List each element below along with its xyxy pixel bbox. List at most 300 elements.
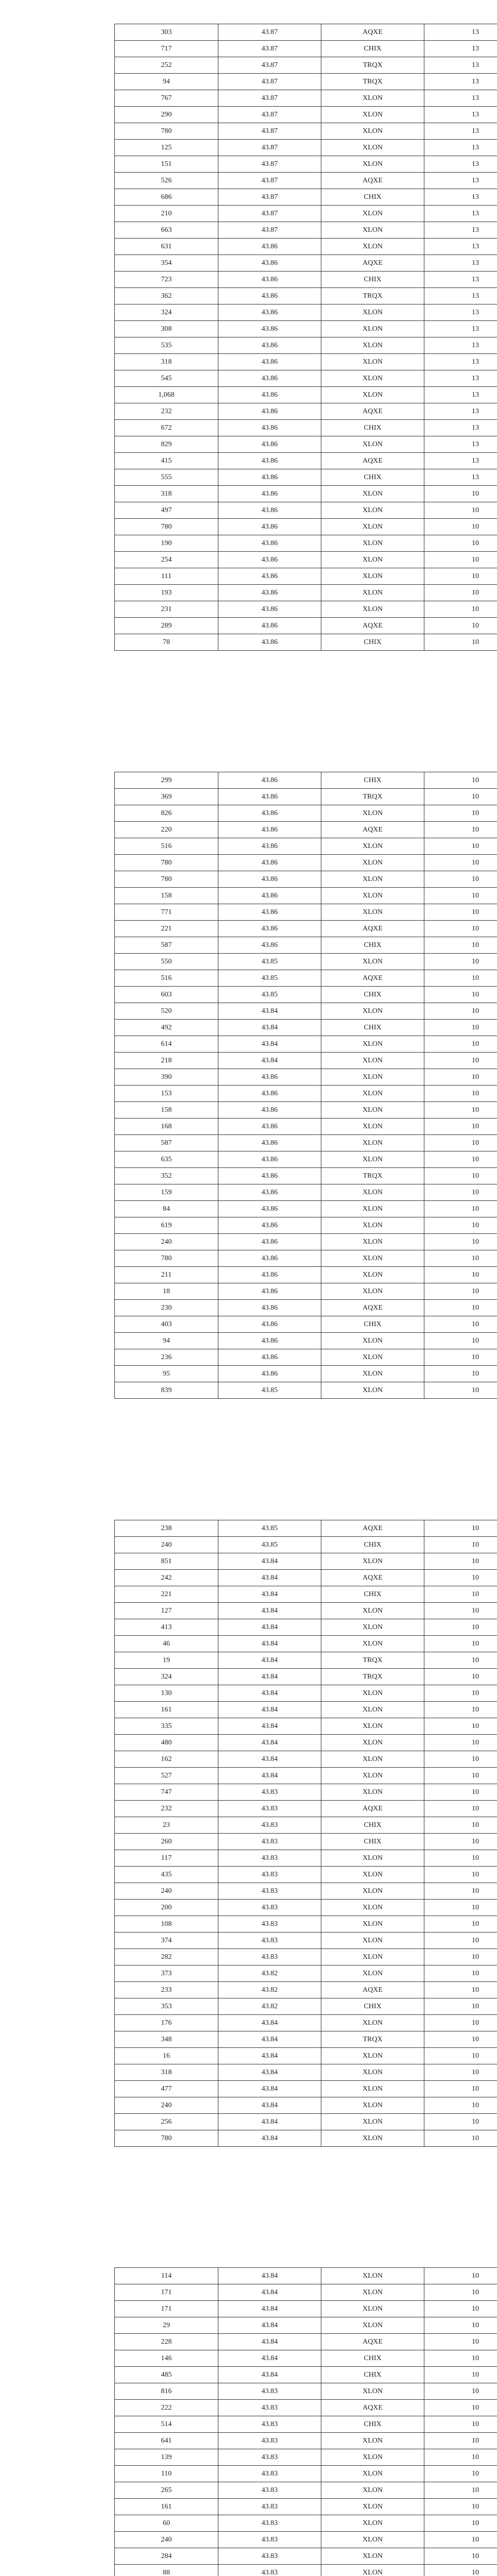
price-cell: 43.83 xyxy=(218,1949,321,1965)
volume-cell: 252 xyxy=(115,57,218,74)
volume-cell: 780 xyxy=(115,855,218,871)
table-row xyxy=(115,189,497,206)
price-cell: 43.82 xyxy=(218,1965,321,1982)
venue-cell: XLON xyxy=(321,1267,424,1283)
volume-cell: 497 xyxy=(115,502,218,519)
venue-cell: XLON xyxy=(321,1916,424,1933)
price-cell: 43.87 xyxy=(218,24,321,41)
volume-cell: 290 xyxy=(115,107,218,123)
venue-cell: XLON xyxy=(321,2130,424,2147)
price-cell: 43.87 xyxy=(218,90,321,107)
price-cell: 43.83 xyxy=(218,2499,321,2515)
trade-table-page-4 xyxy=(114,2267,497,2576)
volume-cell: 159 xyxy=(115,1184,218,1201)
table-row xyxy=(115,987,497,1003)
volume-cell: 516 xyxy=(115,838,218,855)
price-cell: 43.86 xyxy=(218,921,321,937)
table-row xyxy=(115,403,497,420)
price-cell: 43.86 xyxy=(218,1069,321,1086)
table-row xyxy=(115,2400,497,2416)
table-row xyxy=(115,1652,497,1669)
table-row xyxy=(115,74,497,90)
price-cell: 43.86 xyxy=(218,535,321,552)
volume-cell: 303 xyxy=(115,24,218,41)
time-cell: 13 xyxy=(424,222,497,239)
time-cell: 10 xyxy=(424,1086,497,1102)
table-row xyxy=(115,855,497,871)
price-cell: 43.84 xyxy=(218,2367,321,2383)
venue-cell: XLON xyxy=(321,1603,424,1619)
venue-cell: XLON xyxy=(321,107,424,123)
time-cell: 10 xyxy=(424,502,497,519)
table-row xyxy=(115,2268,497,2284)
table-row xyxy=(115,1735,497,1751)
venue-cell: CHIX xyxy=(321,1817,424,1834)
venue-cell: XLON xyxy=(321,1850,424,1867)
volume-cell: 299 xyxy=(115,772,218,789)
time-cell: 10 xyxy=(424,1537,497,1553)
table-row xyxy=(115,2383,497,2400)
price-cell: 43.84 xyxy=(218,1553,321,1570)
venue-cell: CHIX xyxy=(321,272,424,288)
venue-cell: XLON xyxy=(321,2284,424,2301)
volume-cell: 485 xyxy=(115,2367,218,2383)
volume-cell: 256 xyxy=(115,2114,218,2130)
venue-cell: XLON xyxy=(321,1333,424,1349)
venue-cell: XLON xyxy=(321,1949,424,1965)
time-cell: 10 xyxy=(424,1900,497,1916)
price-cell: 43.84 xyxy=(218,1586,321,1603)
volume-cell: 526 xyxy=(115,173,218,189)
time-cell: 10 xyxy=(424,2433,497,2449)
price-cell: 43.83 xyxy=(218,2515,321,2532)
price-cell: 43.83 xyxy=(218,2565,321,2576)
price-cell: 43.86 xyxy=(218,1300,321,1316)
time-cell: 10 xyxy=(424,1949,497,1965)
table-row xyxy=(115,871,497,888)
price-cell: 43.83 xyxy=(218,1817,321,1834)
volume-cell: 318 xyxy=(115,2064,218,2081)
table-row xyxy=(115,1020,497,1036)
price-cell: 43.86 xyxy=(218,239,321,255)
volume-cell: 176 xyxy=(115,2015,218,2031)
volume-cell: 839 xyxy=(115,1382,218,1399)
time-cell: 10 xyxy=(424,1250,497,1267)
venue-cell: CHIX xyxy=(321,189,424,206)
venue-cell: AQXE xyxy=(321,403,424,420)
table-row xyxy=(115,239,497,255)
venue-cell: XLON xyxy=(321,1619,424,1636)
time-cell: 13 xyxy=(424,107,497,123)
price-cell: 43.86 xyxy=(218,354,321,370)
time-cell: 13 xyxy=(424,387,497,403)
volume-cell: 717 xyxy=(115,41,218,57)
venue-cell: XLON xyxy=(321,2048,424,2064)
time-cell: 10 xyxy=(424,535,497,552)
volume-cell: 232 xyxy=(115,1801,218,1817)
venue-cell: XLON xyxy=(321,140,424,156)
table-row xyxy=(115,805,497,822)
volume-cell: 514 xyxy=(115,2416,218,2433)
venue-cell: XLON xyxy=(321,1234,424,1250)
price-cell: 43.87 xyxy=(218,123,321,140)
volume-cell: 435 xyxy=(115,1867,218,1883)
price-cell: 43.83 xyxy=(218,2400,321,2416)
venue-cell: XLON xyxy=(321,1702,424,1718)
time-cell: 13 xyxy=(424,24,497,41)
volume-cell: 94 xyxy=(115,74,218,90)
table-row xyxy=(115,420,497,436)
venue-cell: CHIX xyxy=(321,2350,424,2367)
volume-cell: 354 xyxy=(115,255,218,272)
price-cell: 43.87 xyxy=(218,222,321,239)
time-cell: 10 xyxy=(424,1652,497,1669)
table-row xyxy=(115,2416,497,2433)
price-cell: 43.84 xyxy=(218,2301,321,2317)
time-cell: 10 xyxy=(424,1998,497,2015)
time-cell: 10 xyxy=(424,585,497,601)
venue-cell: TRQX xyxy=(321,1652,424,1669)
table-row xyxy=(115,387,497,403)
time-cell: 13 xyxy=(424,255,497,272)
time-cell: 13 xyxy=(424,57,497,74)
table-row xyxy=(115,1883,497,1900)
volume-cell: 29 xyxy=(115,2317,218,2334)
table-row xyxy=(115,2334,497,2350)
venue-cell: XLON xyxy=(321,304,424,321)
volume-cell: 663 xyxy=(115,222,218,239)
volume-cell: 23 xyxy=(115,1817,218,1834)
price-cell: 43.86 xyxy=(218,1316,321,1333)
time-cell: 10 xyxy=(424,2284,497,2301)
time-cell: 10 xyxy=(424,1619,497,1636)
volume-cell: 240 xyxy=(115,2097,218,2114)
time-cell: 10 xyxy=(424,1333,497,1349)
volume-cell: 230 xyxy=(115,1300,218,1316)
table-row xyxy=(115,1553,497,1570)
price-cell: 43.84 xyxy=(218,1768,321,1784)
venue-cell: AQXE xyxy=(321,2334,424,2350)
table-row xyxy=(115,2515,497,2532)
table-row xyxy=(115,1053,497,1069)
venue-cell: XLON xyxy=(321,1135,424,1151)
venue-cell: XLON xyxy=(321,436,424,453)
table-row xyxy=(115,838,497,855)
volume-cell: 550 xyxy=(115,954,218,970)
volume-cell: 84 xyxy=(115,1201,218,1217)
price-cell: 43.87 xyxy=(218,74,321,90)
volume-cell: 403 xyxy=(115,1316,218,1333)
volume-cell: 158 xyxy=(115,1102,218,1118)
venue-cell: CHIX xyxy=(321,987,424,1003)
time-cell: 10 xyxy=(424,1020,497,1036)
volume-cell: 125 xyxy=(115,140,218,156)
table-row xyxy=(115,156,497,173)
time-cell: 10 xyxy=(424,1300,497,1316)
venue-cell: XLON xyxy=(321,370,424,387)
volume-cell: 780 xyxy=(115,2130,218,2147)
volume-cell: 289 xyxy=(115,618,218,634)
time-cell: 10 xyxy=(424,2015,497,2031)
price-cell: 43.85 xyxy=(218,970,321,987)
volume-cell: 240 xyxy=(115,1883,218,1900)
trade-table-page-1 xyxy=(114,24,497,651)
table-row xyxy=(115,2114,497,2130)
volume-cell: 374 xyxy=(115,1933,218,1949)
table-row xyxy=(115,1801,497,1817)
venue-cell: TRQX xyxy=(321,74,424,90)
time-cell: 10 xyxy=(424,2301,497,2317)
volume-cell: 228 xyxy=(115,2334,218,2350)
volume-cell: 348 xyxy=(115,2031,218,2048)
venue-cell: TRQX xyxy=(321,1168,424,1184)
venue-cell: XLON xyxy=(321,1751,424,1768)
time-cell: 10 xyxy=(424,789,497,805)
price-cell: 43.84 xyxy=(218,2097,321,2114)
time-cell: 10 xyxy=(424,1570,497,1586)
table-row xyxy=(115,1201,497,1217)
table-row xyxy=(115,2081,497,2097)
table-row xyxy=(115,2532,497,2548)
table-row xyxy=(115,1537,497,1553)
volume-cell: 171 xyxy=(115,2284,218,2301)
volume-cell: 603 xyxy=(115,987,218,1003)
price-cell: 43.86 xyxy=(218,1250,321,1267)
venue-cell: XLON xyxy=(321,123,424,140)
price-cell: 43.86 xyxy=(218,568,321,585)
volume-cell: 240 xyxy=(115,2532,218,2548)
table-row xyxy=(115,321,497,337)
volume-cell: 535 xyxy=(115,337,218,354)
time-cell: 10 xyxy=(424,2064,497,2081)
volume-cell: 829 xyxy=(115,436,218,453)
venue-cell: XLON xyxy=(321,1685,424,1702)
volume-cell: 78 xyxy=(115,634,218,651)
table-row xyxy=(115,1817,497,1834)
table-row xyxy=(115,1619,497,1636)
volume-cell: 390 xyxy=(115,1069,218,1086)
volume-cell: 19 xyxy=(115,1652,218,1669)
volume-cell: 780 xyxy=(115,871,218,888)
table-row xyxy=(115,502,497,519)
price-cell: 43.86 xyxy=(218,387,321,403)
time-cell: 10 xyxy=(424,937,497,954)
table-row xyxy=(115,1003,497,1020)
table-row xyxy=(115,772,497,789)
volume-cell: 232 xyxy=(115,403,218,420)
price-cell: 43.84 xyxy=(218,2268,321,2284)
venue-cell: CHIX xyxy=(321,2416,424,2433)
volume-cell: 233 xyxy=(115,1982,218,1998)
volume-cell: 308 xyxy=(115,321,218,337)
table-row xyxy=(115,469,497,486)
price-cell: 43.86 xyxy=(218,453,321,469)
volume-cell: 672 xyxy=(115,420,218,436)
venue-cell: AQXE xyxy=(321,453,424,469)
time-cell: 10 xyxy=(424,2350,497,2367)
price-cell: 43.83 xyxy=(218,2433,321,2449)
volume-cell: 723 xyxy=(115,272,218,288)
venue-cell: AQXE xyxy=(321,24,424,41)
price-cell: 43.84 xyxy=(218,1603,321,1619)
price-cell: 43.84 xyxy=(218,2350,321,2367)
venue-cell: XLON xyxy=(321,1102,424,1118)
time-cell: 10 xyxy=(424,1636,497,1652)
time-cell: 13 xyxy=(424,321,497,337)
table-row xyxy=(115,453,497,469)
table-row xyxy=(115,1834,497,1850)
venue-cell: XLON xyxy=(321,1250,424,1267)
price-cell: 43.84 xyxy=(218,2317,321,2334)
price-cell: 43.83 xyxy=(218,2532,321,2548)
volume-cell: 324 xyxy=(115,304,218,321)
venue-cell: XLON xyxy=(321,1053,424,1069)
venue-cell: XLON xyxy=(321,1553,424,1570)
table-row xyxy=(115,888,497,904)
volume-cell: 168 xyxy=(115,1118,218,1135)
time-cell: 10 xyxy=(424,1053,497,1069)
volume-cell: 353 xyxy=(115,1998,218,2015)
table-row xyxy=(115,585,497,601)
venue-cell: TRQX xyxy=(321,57,424,74)
venue-cell: AQXE xyxy=(321,1300,424,1316)
table-row xyxy=(115,255,497,272)
volume-cell: 555 xyxy=(115,469,218,486)
venue-cell: XLON xyxy=(321,585,424,601)
time-cell: 10 xyxy=(424,1135,497,1151)
time-cell: 13 xyxy=(424,304,497,321)
venue-cell: TRQX xyxy=(321,1669,424,1685)
venue-cell: XLON xyxy=(321,1217,424,1234)
volume-cell: 114 xyxy=(115,2268,218,2284)
table-row xyxy=(115,2367,497,2383)
price-cell: 43.86 xyxy=(218,838,321,855)
volume-cell: 527 xyxy=(115,1768,218,1784)
price-cell: 43.84 xyxy=(218,1053,321,1069)
table-row xyxy=(115,1702,497,1718)
time-cell: 10 xyxy=(424,2515,497,2532)
price-cell: 43.86 xyxy=(218,871,321,888)
venue-cell: CHIX xyxy=(321,1586,424,1603)
table-row xyxy=(115,1382,497,1399)
venue-cell: XLON xyxy=(321,1965,424,1982)
price-cell: 43.86 xyxy=(218,469,321,486)
volume-cell: 284 xyxy=(115,2548,218,2565)
time-cell: 10 xyxy=(424,2565,497,2576)
time-cell: 13 xyxy=(424,469,497,486)
table-row xyxy=(115,206,497,222)
venue-cell: CHIX xyxy=(321,420,424,436)
volume-cell: 369 xyxy=(115,789,218,805)
price-cell: 43.83 xyxy=(218,1933,321,1949)
venue-cell: XLON xyxy=(321,1867,424,1883)
time-cell: 10 xyxy=(424,1982,497,1998)
time-cell: 10 xyxy=(424,1850,497,1867)
venue-cell: XLON xyxy=(321,2449,424,2466)
table-row xyxy=(115,1718,497,1735)
price-cell: 43.84 xyxy=(218,1735,321,1751)
price-cell: 43.86 xyxy=(218,822,321,838)
time-cell: 10 xyxy=(424,871,497,888)
time-cell: 10 xyxy=(424,772,497,789)
table-row xyxy=(115,1916,497,1933)
time-cell: 10 xyxy=(424,822,497,838)
time-cell: 10 xyxy=(424,2130,497,2147)
venue-cell: XLON xyxy=(321,888,424,904)
volume-cell: 161 xyxy=(115,1702,218,1718)
venue-cell: XLON xyxy=(321,90,424,107)
table-row xyxy=(115,2548,497,2565)
venue-cell: CHIX xyxy=(321,634,424,651)
venue-cell: AQXE xyxy=(321,1801,424,1817)
time-cell: 13 xyxy=(424,123,497,140)
volume-cell: 614 xyxy=(115,1036,218,1053)
price-cell: 43.84 xyxy=(218,1685,321,1702)
price-cell: 43.86 xyxy=(218,601,321,618)
price-cell: 43.83 xyxy=(218,1883,321,1900)
time-cell: 10 xyxy=(424,1867,497,1883)
price-cell: 43.86 xyxy=(218,552,321,568)
time-cell: 10 xyxy=(424,2400,497,2416)
time-cell: 10 xyxy=(424,2268,497,2284)
price-cell: 43.83 xyxy=(218,1916,321,1933)
venue-cell: XLON xyxy=(321,321,424,337)
venue-cell: XLON xyxy=(321,239,424,255)
time-cell: 13 xyxy=(424,156,497,173)
price-cell: 43.86 xyxy=(218,1333,321,1349)
venue-cell: XLON xyxy=(321,2097,424,2114)
time-cell: 10 xyxy=(424,1349,497,1366)
time-cell: 13 xyxy=(424,90,497,107)
price-cell: 43.83 xyxy=(218,2482,321,2499)
time-cell: 10 xyxy=(424,2097,497,2114)
price-cell: 43.84 xyxy=(218,2334,321,2350)
price-cell: 43.83 xyxy=(218,2416,321,2433)
table-row xyxy=(115,618,497,634)
volume-cell: 826 xyxy=(115,805,218,822)
price-cell: 43.86 xyxy=(218,904,321,921)
venue-cell: XLON xyxy=(321,1768,424,1784)
volume-cell: 780 xyxy=(115,1250,218,1267)
price-cell: 43.86 xyxy=(218,1366,321,1382)
time-cell: 10 xyxy=(424,1168,497,1184)
price-cell: 43.86 xyxy=(218,337,321,354)
venue-cell: XLON xyxy=(321,486,424,502)
price-cell: 43.87 xyxy=(218,107,321,123)
time-cell: 10 xyxy=(424,1102,497,1118)
price-cell: 43.84 xyxy=(218,2284,321,2301)
table-row xyxy=(115,937,497,954)
venue-cell: CHIX xyxy=(321,1998,424,2015)
table-row xyxy=(115,954,497,970)
venue-cell: AQXE xyxy=(321,1520,424,1537)
volume-cell: 95 xyxy=(115,1366,218,1382)
time-cell: 13 xyxy=(424,272,497,288)
table-row xyxy=(115,1118,497,1135)
table-row xyxy=(115,41,497,57)
venue-cell: XLON xyxy=(321,838,424,855)
price-cell: 43.83 xyxy=(218,1867,321,1883)
volume-cell: 619 xyxy=(115,1217,218,1234)
volume-cell: 641 xyxy=(115,2433,218,2449)
trade-table-page-2 xyxy=(114,772,497,1399)
venue-cell: AQXE xyxy=(321,1982,424,1998)
venue-cell: XLON xyxy=(321,519,424,535)
table-row xyxy=(115,1586,497,1603)
price-cell: 43.86 xyxy=(218,805,321,822)
price-cell: 43.84 xyxy=(218,2064,321,2081)
price-cell: 43.86 xyxy=(218,1118,321,1135)
